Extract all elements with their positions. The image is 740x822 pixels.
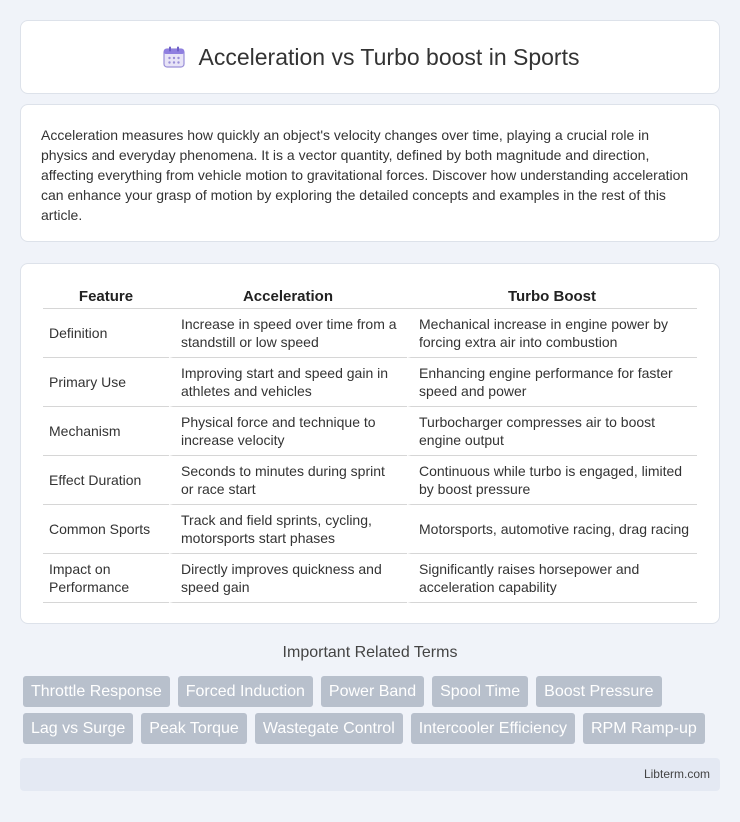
- intro-text: Acceleration measures how quickly an object's velocity changes over time, playing a crucial role in physics and everyday phenomena. It is a vector quantity, defined by both magnitude and direction, affecting everything from vehicle motion to gravitational forces. Discover how understanding acceleration can enhance your grasp of motion by exploring the detailed concepts and examples in the rest of this article.: [41, 127, 689, 223]
- table-cell-acceleration: Directly improves quickness and speed gain: [169, 554, 407, 603]
- tag-throttle-response[interactable]: Throttle Response: [23, 676, 170, 707]
- table-cell-acceleration: Seconds to minutes during sprint or race start: [169, 456, 407, 505]
- tag-lag-vs-surge[interactable]: Lag vs Surge: [23, 713, 133, 744]
- table-cell-acceleration: Track and field sprints, cycling, motorsports start phases: [169, 505, 407, 554]
- table-row: [43, 456, 697, 505]
- tag-boost-pressure[interactable]: Boost Pressure: [536, 676, 661, 707]
- tag-power-band[interactable]: Power Band: [321, 676, 424, 707]
- table-cell-acceleration: Physical force and technique to increase velocity: [169, 407, 407, 456]
- column-header-turbo-boost: Turbo Boost: [407, 282, 697, 309]
- table-cell-feature: Primary Use: [43, 358, 169, 407]
- tag-peak-torque[interactable]: Peak Torque: [141, 713, 247, 744]
- table-header-row: [43, 282, 697, 309]
- page-title: Acceleration vs Turbo boost in Sports: [198, 43, 580, 70]
- table-cell-turbo-boost: Turbocharger compresses air to boost engine output: [407, 407, 697, 456]
- intro-card: [20, 104, 720, 242]
- table-cell-acceleration: Improving start and speed gain in athletes and vehicles: [169, 358, 407, 407]
- column-header-feature: Feature: [43, 282, 169, 309]
- table-row: [43, 407, 697, 456]
- table-cell-turbo-boost: Mechanical increase in engine power by forcing extra air into combustion: [407, 309, 697, 358]
- footer: [20, 758, 720, 791]
- table-cell-turbo-boost: Enhancing engine performance for faster speed and power: [407, 358, 697, 407]
- table-cell-feature: Impact on Performance: [43, 554, 169, 603]
- tag-wastegate-control[interactable]: Wastegate Control: [255, 713, 403, 744]
- table-cell-feature: Mechanism: [43, 407, 169, 456]
- column-header-acceleration: Acceleration: [169, 282, 407, 309]
- table-row: [43, 358, 697, 407]
- comparison-table: [43, 282, 697, 603]
- tag-intercooler-efficiency[interactable]: Intercooler Efficiency: [411, 713, 575, 744]
- tag-forced-induction[interactable]: Forced Induction: [178, 676, 313, 707]
- calendar-icon: [161, 44, 187, 70]
- table-cell-turbo-boost: Significantly raises horsepower and acceleration capability: [407, 554, 697, 603]
- table-cell-turbo-boost: Continuous while turbo is engaged, limited by boost pressure: [407, 456, 697, 505]
- table-cell-turbo-boost: Motorsports, automotive racing, drag racing: [407, 505, 697, 554]
- table-row: [43, 309, 697, 358]
- related-terms-title: Important Related Terms: [282, 644, 458, 661]
- table-row: [43, 505, 697, 554]
- related-terms-tags: [23, 676, 723, 750]
- header-card: [20, 20, 720, 94]
- table-cell-feature: Effect Duration: [43, 456, 169, 505]
- table-row: [43, 554, 697, 603]
- table-cell-acceleration: Increase in speed over time from a standstill or low speed: [169, 309, 407, 358]
- tag-rpm-ramp-up[interactable]: RPM Ramp-up: [583, 713, 705, 744]
- table-cell-feature: Common Sports: [43, 505, 169, 554]
- table-cell-feature: Definition: [43, 309, 169, 358]
- tag-spool-time[interactable]: Spool Time: [432, 676, 528, 707]
- footer-site-link[interactable]: Libterm.com: [643, 767, 710, 781]
- comparison-table-card: [20, 263, 720, 624]
